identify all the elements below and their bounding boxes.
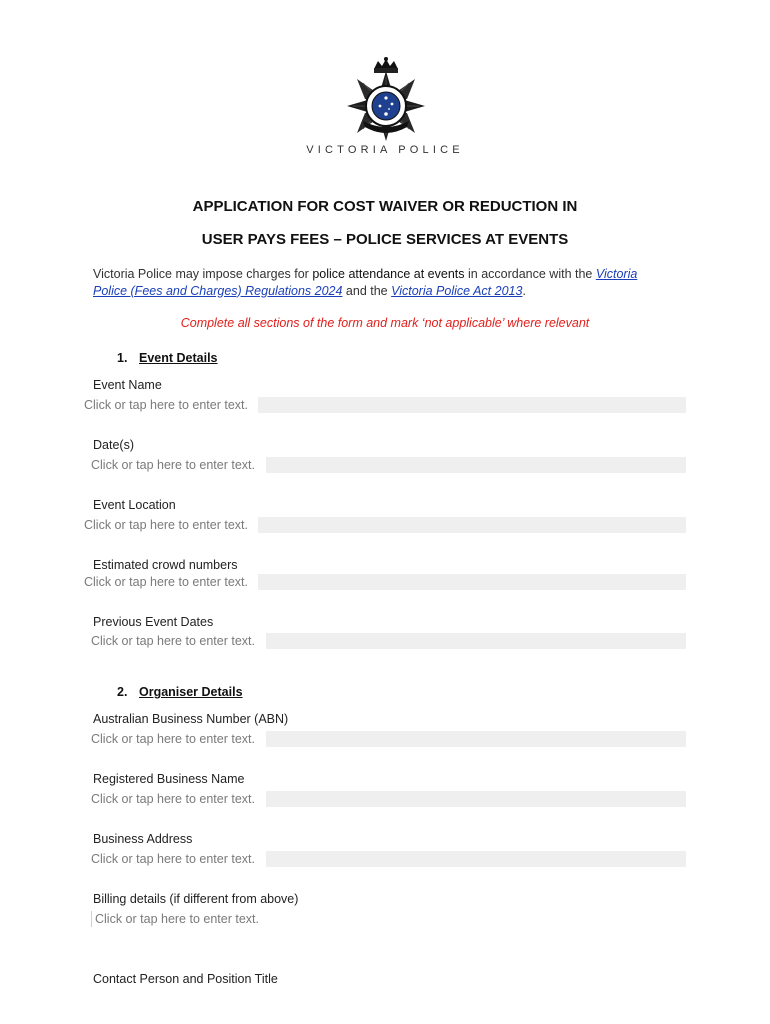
registered-business-name-input[interactable] [91, 791, 686, 807]
field-label-event-name: Event Name [93, 378, 162, 392]
regulations-link[interactable]: Victoria Police (Fees and Charges) Regulations 2024 [93, 267, 638, 298]
intro-text: . [522, 283, 526, 298]
victoria-police-star-emblem-icon [343, 55, 429, 143]
event-name-input[interactable] [84, 397, 686, 413]
field-shading [266, 791, 686, 807]
intro-text-emphasis: police attendance at events [312, 267, 465, 281]
section-number: 1. [117, 351, 128, 365]
intro-text: Victoria Police may impose charges for [93, 267, 313, 281]
placeholder-text: Click or tap here to enter text. [91, 792, 255, 806]
dates-input[interactable] [91, 457, 686, 473]
section-heading-organiser-details [117, 685, 243, 699]
form-instruction: Complete all sections of the form and mark ‘not applicable’ where relevant [180, 316, 590, 330]
field-label-dates: Date(s) [93, 438, 134, 452]
business-address-input[interactable] [91, 851, 686, 867]
field-label-billing-details: Billing details (if different from above) [93, 892, 299, 906]
field-shading [258, 517, 686, 533]
section-title: Event Details [139, 351, 218, 365]
field-shading [266, 731, 686, 747]
intro-paragraph [93, 266, 673, 299]
field-label-previous-event-dates: Previous Event Dates [93, 615, 214, 629]
section-title: Organiser Details [139, 685, 243, 699]
placeholder-text: Click or tap here to enter text. [84, 575, 248, 589]
text-cursor [91, 911, 92, 927]
placeholder-text: Click or tap here to enter text. [84, 398, 248, 412]
intro-text: and the [342, 283, 392, 298]
police-act-link[interactable]: Victoria Police Act 2013 [391, 283, 523, 298]
section-heading-event-details [117, 351, 218, 365]
field-shading [266, 457, 686, 473]
field-label-business-address: Business Address [93, 832, 193, 846]
field-label-event-location: Event Location [93, 498, 176, 512]
previous-event-dates-input[interactable] [91, 633, 686, 649]
placeholder-text: Click or tap here to enter text. [91, 852, 255, 866]
field-label-crowd-numbers: Estimated crowd numbers [93, 558, 238, 572]
field-label-registered-business-name: Registered Business Name [93, 772, 245, 786]
brand-name: VICTORIA POLICE [306, 144, 464, 156]
placeholder-text: Click or tap here to enter text. [84, 518, 248, 532]
placeholder-text: Click or tap here to enter text. [91, 732, 255, 746]
form-title-line-1: APPLICATION FOR COST WAIVER OR REDUCTION IN [192, 198, 578, 215]
billing-details-input[interactable] [95, 911, 395, 927]
abn-input[interactable] [91, 731, 686, 747]
field-label-abn: Australian Business Number (ABN) [93, 712, 289, 726]
event-location-input[interactable] [84, 517, 686, 533]
field-label-contact-person: Contact Person and Position Title [93, 972, 278, 986]
crowd-numbers-input[interactable] [84, 574, 686, 590]
intro-text: in accordance with the [464, 267, 596, 281]
placeholder-text: Click or tap here to enter text. [91, 634, 255, 648]
field-shading [266, 633, 686, 649]
field-shading [258, 397, 686, 413]
placeholder-text: Click or tap here to enter text. [95, 912, 259, 926]
placeholder-text: Click or tap here to enter text. [91, 458, 255, 472]
field-shading [266, 851, 686, 867]
section-number: 2. [117, 685, 128, 699]
form-title-line-2: USER PAYS FEES – POLICE SERVICES AT EVENTS [201, 231, 569, 248]
field-shading [258, 574, 686, 590]
